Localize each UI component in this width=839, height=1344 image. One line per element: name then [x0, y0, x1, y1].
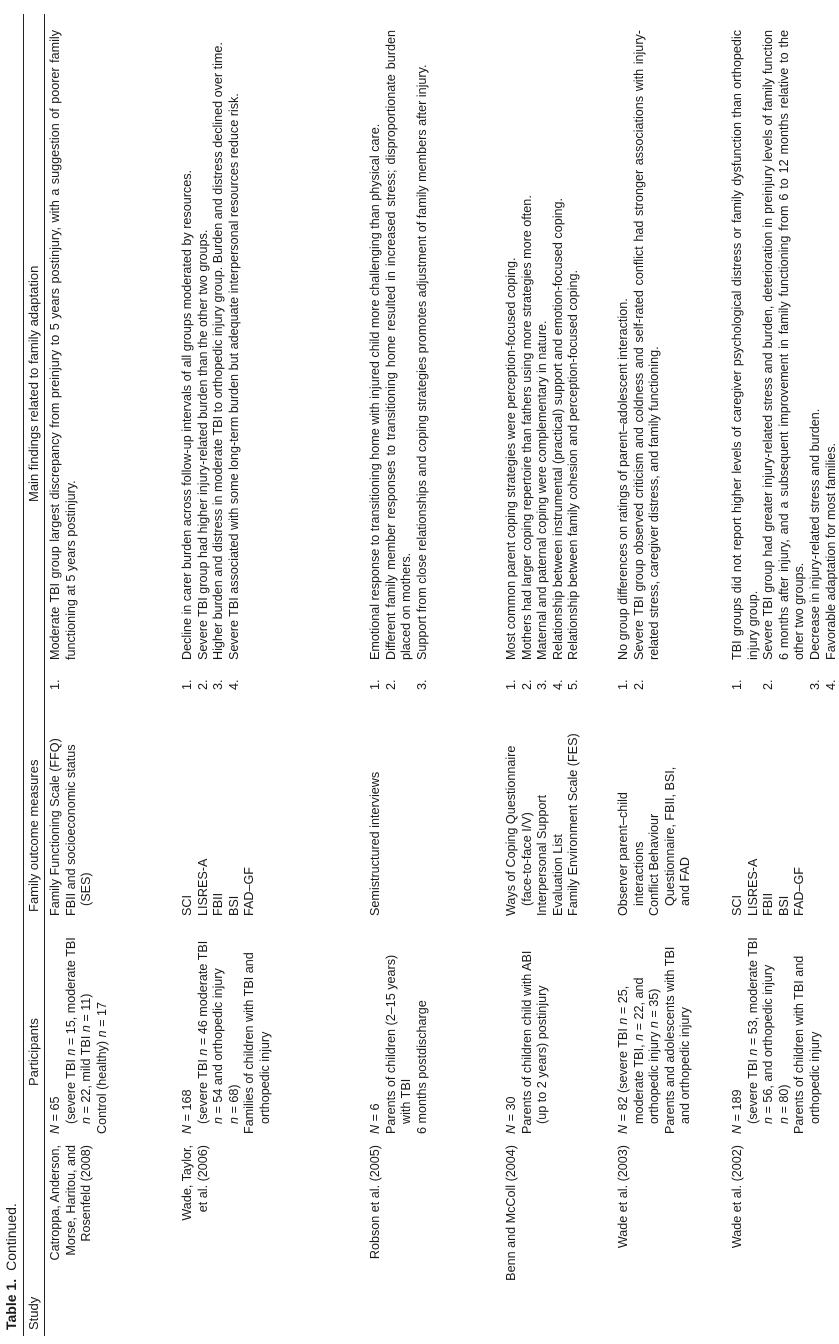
finding-text: TBI groups did not report higher levels of caregiver psychological distress or family dysfunction than orthopedic injury group. — [730, 30, 760, 660]
finding-number: 2. — [631, 679, 646, 690]
measure-line: Evaluation List — [550, 834, 565, 916]
finding-text: Relationship between family cohesion and perception-focused coping. — [566, 270, 581, 660]
measures-cell — [616, 698, 694, 916]
measure-line: Ways of Coping Questionnaire — [504, 745, 518, 916]
measures-cell — [180, 698, 258, 916]
header-study: Study — [26, 1296, 41, 1330]
participants-line: Parents of children child with ABI — [519, 950, 534, 1134]
study-line: Robson et al. (2005) — [368, 1145, 382, 1260]
stat-symbol: N — [180, 1124, 194, 1134]
participants-cell — [616, 926, 694, 1134]
measure-line: Family Environment Scale (FES) — [566, 733, 581, 916]
finding-text: Favorable adaptation for most families. — [823, 443, 838, 660]
finding-text: Moderate TBI group largest discrepancy from preinjury to 5 years postinjury, with a suggestion of poorer family functioning at 5 years postinjury. — [48, 30, 78, 660]
study-line: et al. (2006) — [195, 1145, 210, 1213]
finding-text: Most common parent coping strategies were perception-focused coping. — [504, 257, 518, 660]
finding-text: Emotional response to transitioning home with injured child more challenging than physical care. — [368, 123, 382, 660]
study-line: Rosenfeld (2008) — [79, 1145, 94, 1242]
participants-line: Families of children with TBI and — [242, 952, 257, 1134]
findings-list — [730, 30, 839, 690]
measure-line: SCI — [180, 895, 194, 916]
finding-item — [761, 30, 808, 690]
participants-line: (severe TBI n = 53, moderate TBI — [745, 937, 760, 1124]
participants-line: orthopedic injury — [257, 1031, 272, 1124]
stat-symbol: N — [48, 1124, 62, 1134]
finding-item — [504, 30, 520, 690]
stat-symbol: n — [195, 1048, 210, 1056]
finding-number: 1. — [180, 679, 194, 690]
finding-number: 1. — [730, 679, 744, 690]
finding-text: Relationship between instrumental (practical) support and emotion-focused coping. — [550, 197, 565, 660]
participants-line: (severe TBI n = 46 moderate TBI — [195, 940, 210, 1124]
measure-line: and FAD — [678, 856, 693, 906]
finding-text: Severe TBI group had higher injury-related burden than the other two groups. — [195, 229, 210, 660]
finding-text: Higher burden and distress in moderate TBI to orthopedic injury group. Burden and distress declined over time. — [211, 42, 226, 660]
measure-line: Questionnaire, FBII, BSI, — [662, 766, 677, 906]
stat-symbol: n — [761, 1116, 776, 1124]
findings-cell — [730, 30, 839, 690]
finding-text: Severe TBI group observed criticism and coldness and self-rated conflict had stronger associations with injury-related stress, caregiver distress, and family functioning. — [631, 30, 662, 660]
participants-line: n = 22, mild TBI n = 11) — [79, 993, 94, 1124]
measure-line: Family Functioning Scale (FFQ) — [48, 738, 62, 916]
table-label: Table 1. — [3, 1278, 19, 1330]
measure-line: (SES) — [79, 872, 94, 906]
finding-text: Support from close relationships and coping strategies promotes adjustment of family members after injury. — [414, 64, 429, 660]
measure-line: BSI — [226, 895, 241, 916]
participants-line: 6 months postdischarge — [414, 1000, 429, 1134]
study-line: Wade et al. (2003) — [616, 1145, 630, 1249]
measure-line: BSI — [776, 895, 791, 916]
participants-line: Parents of children (2–15 years) — [383, 954, 398, 1134]
study-cell — [730, 1145, 746, 1330]
stat-symbol: n — [616, 1017, 630, 1025]
finding-text: Decrease in injury-related stress and burden. — [807, 408, 822, 660]
finding-number: 1. — [368, 679, 382, 690]
findings-cell — [616, 30, 663, 690]
participants-cell — [368, 926, 430, 1134]
finding-item — [616, 30, 632, 690]
finding-text: No group differences on ratings of parent–adolescent interaction. — [616, 298, 630, 660]
participants-cell — [730, 926, 824, 1134]
finding-number: 1. — [616, 679, 630, 690]
measure-line: FAD–GF — [242, 867, 257, 916]
participants-line: moderate TBI, n = 22, and — [631, 977, 646, 1124]
finding-item — [368, 30, 384, 690]
finding-item — [566, 30, 582, 690]
participants-line: N = 65 — [48, 1096, 62, 1134]
finding-number: 1. — [504, 679, 518, 690]
top-rule — [23, 14, 24, 1336]
stat-symbol: N — [504, 1124, 518, 1134]
finding-number: 2. — [761, 679, 776, 690]
findings-list — [368, 30, 430, 690]
participants-line: (severe TBI n = 15, moderate TBI — [63, 937, 78, 1124]
finding-item — [520, 30, 536, 690]
findings-list — [180, 30, 242, 690]
finding-text: Maternal and paternal coping were complementary in nature. — [535, 320, 550, 660]
participants-cell — [180, 926, 274, 1134]
stat-symbol: n — [94, 1030, 109, 1038]
finding-item — [180, 30, 196, 690]
finding-item — [730, 30, 761, 690]
stat-symbol: n — [79, 1025, 94, 1033]
finding-item — [227, 30, 243, 690]
findings-list — [504, 30, 582, 690]
participants-line: Parents and adolescents with TBI — [662, 946, 677, 1134]
finding-item — [196, 30, 212, 690]
finding-item — [535, 30, 551, 690]
finding-item — [415, 30, 431, 690]
finding-number: 2. — [383, 679, 398, 690]
header-rule — [44, 14, 45, 1336]
finding-number: 2. — [195, 679, 210, 690]
study-cell — [368, 1145, 384, 1330]
study-line: Wade, Taylor, — [180, 1145, 194, 1221]
participants-line: orthopedic injury n = 35) — [647, 988, 662, 1124]
measure-line: (face-to-face I/V) — [519, 812, 534, 906]
stat-symbol: n — [226, 1116, 241, 1124]
participants-cell — [48, 926, 110, 1134]
study-line: Catroppa, Anderson, — [48, 1145, 62, 1261]
measure-line: Observer parent–child — [616, 792, 630, 916]
participants-line: Parents of children with TBI and — [792, 955, 807, 1134]
measure-line: SCI — [730, 895, 744, 916]
findings-list — [616, 30, 663, 690]
stat-symbol: n — [63, 1048, 78, 1056]
measures-cell — [48, 698, 95, 916]
header-participants: Participants — [26, 1018, 41, 1086]
finding-item — [551, 30, 567, 690]
findings-cell — [180, 30, 242, 690]
participants-line: N = 189 — [730, 1089, 744, 1134]
participants-line: n = 54 and orthopedic injury — [211, 968, 226, 1124]
findings-cell — [504, 30, 582, 690]
finding-number: 3. — [535, 679, 550, 690]
measures-cell — [504, 698, 582, 916]
finding-item — [808, 30, 824, 690]
stat-symbol: N — [730, 1124, 744, 1134]
stat-symbol: n — [631, 1033, 646, 1041]
measures-cell — [368, 698, 384, 916]
study-cell — [616, 1145, 632, 1330]
finding-text: Mothers had larger coping repertoire than fathers using more strategies more often. — [519, 195, 534, 660]
finding-number: 4. — [823, 679, 838, 690]
participants-line: n = 68) — [226, 1084, 241, 1124]
stat-symbol: N — [368, 1124, 382, 1134]
participants-line: and orthopedic injury — [678, 1007, 693, 1124]
study-cell — [504, 1145, 520, 1330]
stat-symbol: n — [647, 1021, 662, 1029]
measure-line: Semistructured interviews — [368, 771, 382, 916]
stat-symbol: n — [745, 1048, 760, 1056]
study-line: Benn and McColl (2004) — [504, 1145, 518, 1281]
findings-cell — [368, 30, 430, 690]
stat-symbol: n — [79, 1116, 94, 1124]
finding-number: 5. — [566, 679, 581, 690]
table-caption — [4, 1203, 20, 1330]
finding-number: 3. — [211, 679, 226, 690]
participants-line: n = 80) — [776, 1084, 791, 1124]
participants-line: (up to 2 years) postinjury — [535, 985, 550, 1124]
stat-symbol: n — [211, 1116, 226, 1124]
measure-line: FBII and socioeconomic status — [63, 744, 78, 916]
participants-line: with TBI — [399, 1078, 414, 1124]
header-measures: Family outcome measures — [26, 759, 41, 912]
header-findings: Main findings related to family adaptation — [26, 265, 41, 502]
measure-line: Interpersonal Support — [535, 794, 550, 916]
study-line: Wade et al. (2002) — [730, 1145, 744, 1249]
measure-line: Conflict Behaviour — [647, 813, 662, 916]
finding-text: Severe TBI associated with some long-term burden but adequate interpersonal resources reduce risk. — [226, 93, 241, 660]
table-caption-text: Continued. — [3, 1203, 19, 1271]
study-line: Morse, Haritou, and — [63, 1145, 78, 1256]
study-cell — [48, 1145, 95, 1330]
finding-item — [211, 30, 227, 690]
finding-item — [824, 30, 839, 690]
measure-line: LISRES-A — [745, 858, 760, 916]
findings-cell — [48, 30, 79, 690]
finding-number: 1. — [48, 679, 62, 690]
findings-list — [48, 30, 79, 690]
measure-line: LISRES-A — [195, 858, 210, 916]
finding-text: Severe TBI group had greater injury-related stress and burden, deterioration in preinjury levels of family function 6 months after injury, and a subsequent improvement in family functioning from 6 to 12 months relative to the other two groups. — [761, 30, 807, 660]
finding-item — [384, 30, 415, 690]
participants-cell — [504, 926, 551, 1134]
finding-item — [632, 30, 663, 690]
measure-line: FBII — [211, 892, 226, 916]
finding-number: 4. — [226, 679, 241, 690]
stat-symbol: n — [776, 1116, 791, 1124]
finding-text: Different family member responses to transitioning home resulted in increased stress; disproportionate burden placed on mothers. — [383, 30, 414, 660]
measures-cell — [730, 698, 808, 916]
participants-line: N = 168 — [180, 1089, 194, 1134]
participants-line: Control (healthy) n = 17 — [94, 1002, 109, 1134]
participants-line: N = 82 (severe TBI n = 25, — [616, 985, 630, 1134]
measure-line: FBII — [761, 892, 776, 916]
participants-line: N = 6 — [368, 1103, 382, 1134]
finding-item — [48, 30, 79, 690]
study-cell — [180, 1145, 211, 1330]
participants-line: n = 56, and orthopedic injury — [761, 964, 776, 1124]
finding-number: 4. — [550, 679, 565, 690]
stat-symbol: N — [616, 1124, 630, 1134]
measure-line: interactions — [631, 841, 646, 906]
participants-line: N = 30 — [504, 1096, 518, 1134]
finding-number: 3. — [414, 679, 429, 690]
finding-text: Decline in carer burden across follow-up intervals of all groups moderated by resources. — [180, 170, 194, 660]
measure-line: FAD–GF — [792, 867, 807, 916]
participants-line: orthopedic injury — [807, 1031, 822, 1124]
finding-number: 2. — [519, 679, 534, 690]
finding-number: 3. — [807, 679, 822, 690]
